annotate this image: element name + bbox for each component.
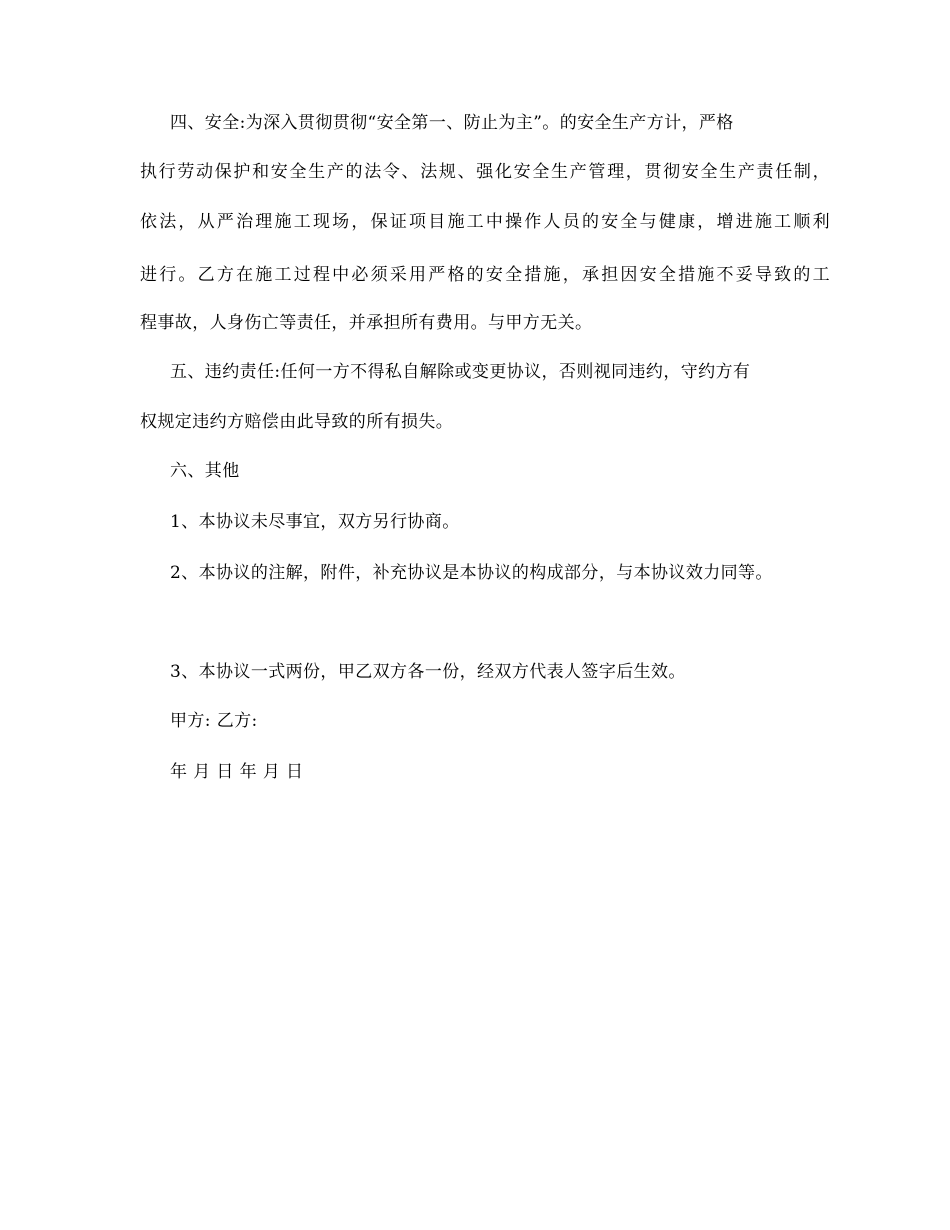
breach-line-2: 权规定违约方赔偿由此导致的所有损失。	[140, 412, 454, 432]
other-item-3: 3、本协议一式两份，甲乙双方各一份，经双方代表人签字后生效。	[170, 662, 686, 682]
other-heading: 六、其他	[170, 461, 240, 481]
safety-line-3: 依法，从严治理施工现场，保证项目施工中操作人员的安全与健康，增进施工顺利	[140, 212, 830, 232]
safety-line-1: 四、安全:为深入贯彻贯彻“安全第一、防止为主”。的安全生产方计，严格	[170, 113, 734, 133]
other-item-1: 1、本协议未尽事宜，双方另行协商。	[170, 512, 460, 532]
other-item-2: 2、本协议的注解，附件，补充协议是本协议的构成部分，与本协议效力同等。	[170, 563, 773, 583]
signature-dates: 年 月 日 年 月 日	[170, 762, 304, 782]
breach-line-1: 五、违约责任:任何一方不得私自解除或变更协议，否则视同违约，守约方有	[170, 362, 751, 382]
signature-parties: 甲方: 乙方:	[170, 711, 258, 731]
safety-line-5: 程事故，人身伤亡等责任，并承担所有费用。与甲方无关。	[140, 313, 593, 333]
safety-line-4: 进行。乙方在施工过程中必须采用严格的安全措施，承担因安全措施不妥导致的工	[140, 265, 830, 285]
safety-line-2: 执行劳动保护和安全生产的法令、法规、强化安全生产管理，贯彻安全生产责任制，	[140, 162, 830, 182]
